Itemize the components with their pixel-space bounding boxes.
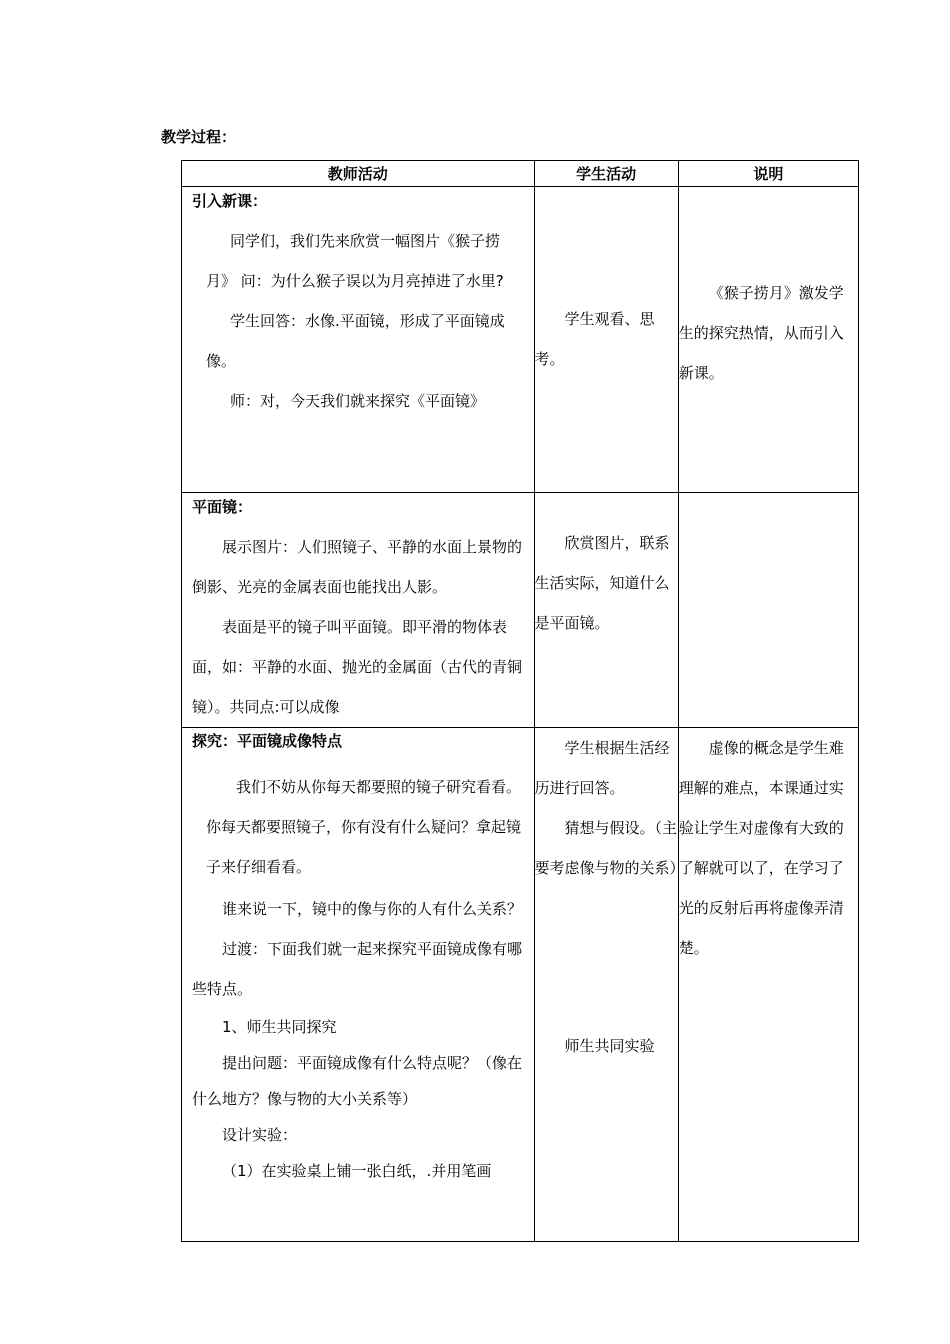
student-paragraph: 欣赏图片，联系生活实际，知道什么是平面镜。 <box>534 534 670 632</box>
student-paragraph: 猜想与假设。（主要考虑像与物的关系） <box>534 819 685 877</box>
teacher-paragraph: 展示图片：人们照镜子、平静的水面上景物的倒影、光亮的金属表面也能找出人影。 <box>192 538 523 596</box>
section-title: 探究：平面镜成像特点 <box>192 732 343 750</box>
teacher-paragraph: 师：对，今天我们就来探究《平面镜》 <box>230 392 486 410</box>
header-notes: 说明 <box>678 161 858 187</box>
section-title: 平面镜： <box>192 498 253 516</box>
teacher-cell <box>182 728 535 1242</box>
page-heading: 教学过程： <box>161 128 237 146</box>
student-paragraph: 师生共同实验 <box>564 1037 655 1055</box>
lesson-table <box>181 160 859 1242</box>
header-student-activity: 学生活动 <box>534 161 678 187</box>
header-teacher-activity: 教师活动 <box>182 161 535 187</box>
teacher-cell <box>182 493 535 728</box>
student-cell <box>534 493 678 728</box>
note-cell <box>678 728 858 1242</box>
note-paragraph: 虚像的概念是学生难理解的难点，本课通过实验让学生对虚像有大致的了解就可以了，在学习了光的反射后再将虚像弄清楚。 <box>678 739 844 957</box>
table-row <box>182 728 859 1242</box>
note-cell <box>678 493 858 728</box>
table-row <box>182 493 859 728</box>
student-paragraph: 学生观看、思考。 <box>534 310 655 368</box>
student-paragraph: 学生根据生活经历进行回答。 <box>534 739 670 797</box>
table-header-row <box>182 161 859 187</box>
student-cell <box>534 187 678 493</box>
note-cell <box>678 187 858 493</box>
note-paragraph: 《猴子捞月》激发学生的探究热情，从而引入新课。 <box>678 284 844 382</box>
section-title: 引入新课： <box>192 192 268 210</box>
teacher-cell <box>182 187 535 493</box>
teacher-paragraph: 表面是平的镜子叫平面镜。即平滑的物体表面，如：平静的水面、抛光的金属面（古代的青铜镜）。共同点:可以成像 <box>192 618 523 716</box>
teacher-paragraph: 我们不妨从你每天都要照的镜子研究看看。你每天都要照镜子，你有没有什么疑问？拿起镜子来仔细看看。 <box>206 778 522 876</box>
teacher-paragraph: 设计实验： <box>222 1126 298 1144</box>
student-cell <box>534 728 685 1242</box>
teacher-paragraph: 同学们，我们先来欣赏一幅图片《猴子捞月》 问：为什么猴子误以为月亮掉进了水里? <box>206 232 504 290</box>
teacher-paragraph: 学生回答：水像.平面镜，形成了平面镜成像。 <box>206 312 505 370</box>
teacher-paragraph: 提出问题：平面镜成像有什么特点呢？（像在什么地方？像与物的大小关系等） <box>192 1054 523 1108</box>
teacher-paragraph: 过渡：下面我们就一起来探究平面镜成像有哪些特点。 <box>192 940 523 998</box>
teacher-paragraph: （1）在实验桌上铺一张白纸，.并用笔画 <box>222 1162 492 1180</box>
table-row <box>182 187 859 493</box>
teacher-paragraph: 1、师生共同探究 <box>222 1018 337 1036</box>
teacher-paragraph: 谁来说一下，镜中的像与你的人有什么关系？ <box>222 900 523 918</box>
